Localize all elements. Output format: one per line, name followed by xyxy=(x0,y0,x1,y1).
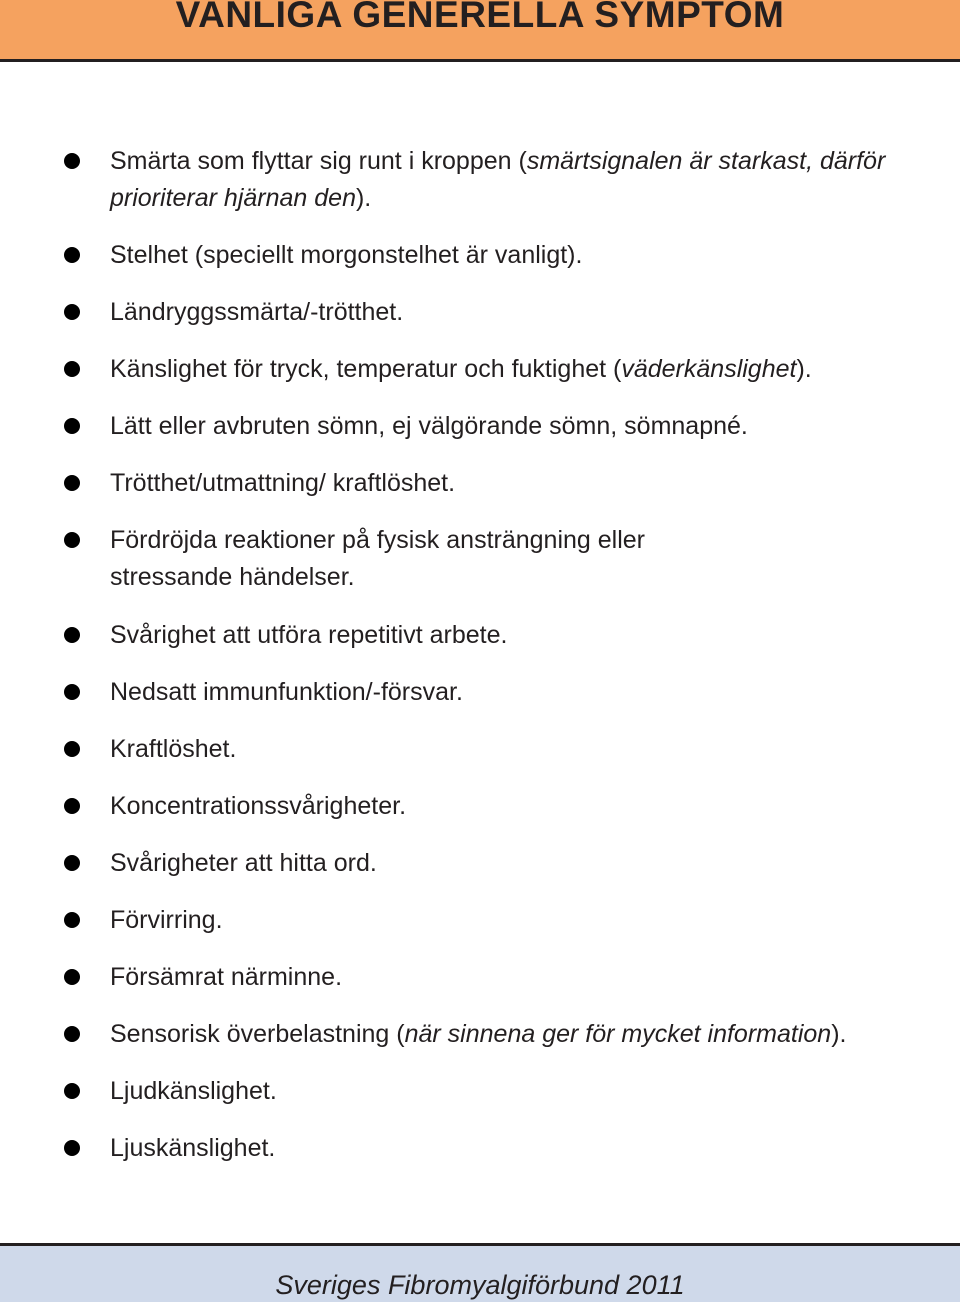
bullet-icon xyxy=(64,475,80,491)
footer-banner xyxy=(0,1243,960,1302)
bullet-icon xyxy=(64,855,80,871)
bullet-icon xyxy=(64,361,80,377)
item-line: Koncentrationssvårigheter. xyxy=(110,792,407,820)
bullet-icon xyxy=(64,532,80,548)
header-banner xyxy=(0,0,960,62)
bullet-icon xyxy=(64,684,80,700)
bullet-icon xyxy=(64,1083,80,1099)
item-line: Lätt eller avbruten sömn, ej välgörande sömn, sömnapné. xyxy=(110,412,748,440)
page-title: VANLIGA GENERELLA SYMPTOM xyxy=(175,0,785,35)
item-line: Svårigheter att hitta ord. xyxy=(110,849,377,877)
item-line: Kraftlöshet. xyxy=(110,735,237,763)
bullet-icon xyxy=(64,627,80,643)
bullet-icon xyxy=(64,247,80,263)
bullet-icon xyxy=(64,969,80,985)
item-line: prioriterar hjärnan den). xyxy=(110,184,372,212)
item-line: Smärta som flyttar sig runt i kroppen (smärtsignalen är starkast, därför xyxy=(110,147,886,175)
item-line: Förvirring. xyxy=(110,906,223,934)
item-line: Ljudkänslighet. xyxy=(110,1077,277,1105)
footer-credit: Sveriges Fibromyalgiförbund 2011 xyxy=(275,1270,685,1300)
item-line: Fördröjda reaktioner på fysisk ansträngning eller xyxy=(110,526,645,554)
bullet-icon xyxy=(64,304,80,320)
bullet-icon xyxy=(64,418,80,434)
bullet-icon xyxy=(64,1140,80,1156)
item-line: Stelhet (speciellt morgonstelhet är vanligt). xyxy=(110,241,583,269)
item-line: stressande händelser. xyxy=(110,563,355,591)
bullet-icon xyxy=(64,912,80,928)
item-line: Trötthet/utmattning/ kraftlöshet. xyxy=(110,469,456,497)
bullet-icon xyxy=(64,741,80,757)
bullet-icon xyxy=(64,798,80,814)
bullet-icon xyxy=(64,1026,80,1042)
item-line: Svårighet att utföra repetitivt arbete. xyxy=(110,621,508,649)
item-line: Försämrat närminne. xyxy=(110,963,343,991)
item-line: Sensorisk överbelastning (när sinnena ger för mycket information). xyxy=(110,1020,847,1048)
bullet-icon xyxy=(64,153,80,169)
item-line: Ljuskänslighet. xyxy=(110,1134,276,1162)
item-line: Känslighet för tryck, temperatur och fuktighet (väderkänslighet). xyxy=(110,355,812,383)
item-line: Nedsatt immunfunktion/-försvar. xyxy=(110,678,463,706)
item-line: Ländryggssmärta/-trötthet. xyxy=(110,298,404,326)
